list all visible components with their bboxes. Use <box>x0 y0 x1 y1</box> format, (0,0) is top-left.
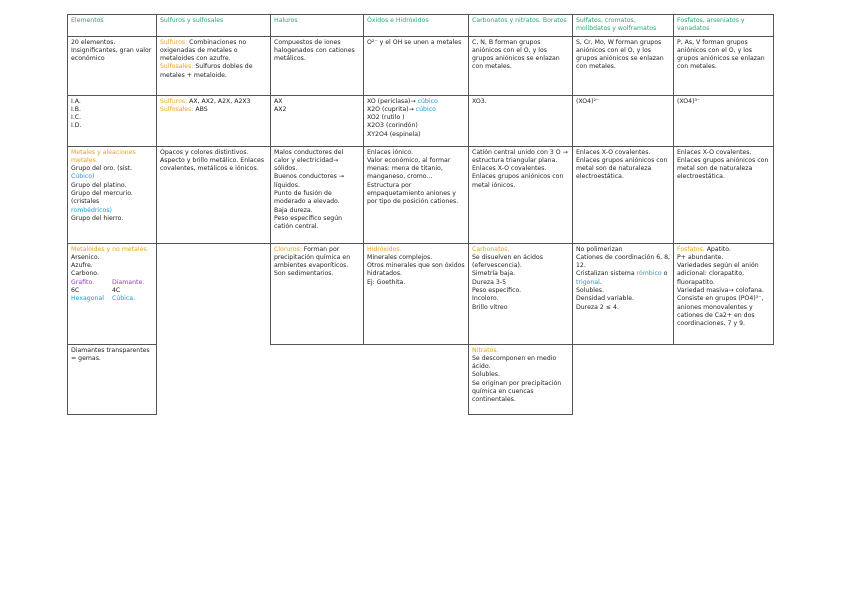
list-item: XY2O4 (espinela) <box>367 130 421 138</box>
list-item: Grupo del mercurio. <box>71 190 133 198</box>
list-item: Cúbico) <box>71 173 95 181</box>
cloruros-label: Cloruros: <box>274 245 302 253</box>
list-item: P+ abundante. <box>677 253 724 261</box>
cell-haluros: Compuestos de iones halogenados con cationes metálicos. <box>271 36 364 95</box>
list-item: I.B. <box>71 105 82 113</box>
list-item: Grupo del platino. <box>71 181 127 189</box>
cloruros-text: Forman por precipitación química en ambientes evaporíticos. Son sedimentarios. <box>274 245 351 278</box>
fosfatos-label: Fosfatos. <box>677 245 705 253</box>
list-item: Cationes de coordinación 6, 8, 12. <box>576 253 670 270</box>
cell-elementos <box>68 243 157 344</box>
list-item: Enlaces iónico. <box>367 148 413 156</box>
hidroxidos-label: Hidróxidos. <box>367 245 402 253</box>
cell-haluros <box>271 95 364 146</box>
cell-fosfatos <box>674 146 774 243</box>
apatito-text: Apatito. <box>706 245 731 253</box>
section-title: Metaloides y no metales. <box>71 245 149 253</box>
cell-empty <box>271 344 364 414</box>
cell-carbonatos <box>469 344 573 414</box>
period-text: . <box>599 278 602 286</box>
cell-sulfatos <box>573 146 674 243</box>
list-item: Azufre. <box>71 262 93 270</box>
cell-sulfuros <box>157 36 271 95</box>
trigonal-text: trigonal <box>576 278 600 286</box>
table-row <box>68 36 774 95</box>
cell-elementos <box>68 146 157 243</box>
list-item: Otros minerales que son óxidos hidratados. <box>367 262 465 278</box>
cell-carbonatos <box>469 243 573 344</box>
list-item: Densidad variable. <box>576 295 634 303</box>
cell-oxidos <box>364 243 469 344</box>
list-item: Dureza 2 ≤ 4. <box>576 303 619 311</box>
list-item: Simetría baja. <box>472 270 516 278</box>
list-item: Ej: Goethita. <box>367 278 406 286</box>
grafito-block <box>71 279 112 304</box>
list-item: Grupo del hierro. <box>71 214 124 222</box>
table-row <box>68 344 774 414</box>
list-item: Solubles. <box>472 371 500 379</box>
diamantes-text: Diamantes transparentes = gemas. <box>71 346 150 362</box>
table-row <box>68 243 774 344</box>
list-item: Se descomponen en medio ácido. <box>472 354 557 371</box>
list-item: Valor económico, al formar menas: mena de titanio, manganeso, cromo… <box>367 156 451 181</box>
header-fosfatos: Fosfatos, arseniatos y vanadatos <box>674 15 774 37</box>
sulfuros-text: Combinaciones no oxigenadas de metales o metaloides con azufre. <box>160 38 247 63</box>
list-item: Consiste en grupos (PO4)³⁻, aniones monovalentes y cationes de Ca2+ en dos coordinaciones, 7 y 9. <box>677 295 764 328</box>
list-item: Malos conductores del calor y electricidad→ sólidos. <box>274 148 344 173</box>
list-item: No polimerizan <box>576 245 623 253</box>
list-item: I.A. <box>71 97 81 105</box>
section-title: Metales y aleaciones metales. <box>71 148 136 164</box>
list-item <box>677 246 770 254</box>
list-item: Baja dureza. <box>274 206 313 214</box>
sistema-text: Cristalizan sistema <box>576 270 637 278</box>
diamante-system: Cúbica. <box>112 295 136 303</box>
header-oxidos: Óxidos e Hidróxidos <box>364 15 469 37</box>
table-row <box>68 146 774 243</box>
nitratos-label: Nitratos. <box>472 346 499 354</box>
minerals-table <box>67 14 774 415</box>
list-item: AX2 <box>274 105 287 113</box>
cell-oxidos <box>364 146 469 243</box>
list-item: (cristales <box>71 198 100 206</box>
sulfosales-text: Sulfuros dobles de metales + metaloide. <box>160 63 253 79</box>
cell-empty <box>573 344 674 414</box>
cell-oxidos <box>364 95 469 146</box>
cell-empty <box>674 344 774 414</box>
header-carbonatos: Carbonatos y nitratos. Boratos <box>469 15 573 37</box>
grafito-name: Grafito. <box>71 278 95 286</box>
cell-haluros <box>271 146 364 243</box>
carbonatos-label: Carbonatos. <box>472 245 510 253</box>
sulfuros-text: AX, AX2, A2X, A2X3 <box>189 97 251 105</box>
cell-sulfuros-empty <box>157 243 271 344</box>
list-item: Peso específico. <box>472 287 522 295</box>
o-text: o <box>661 270 668 278</box>
list-item: Se originan por precipitación química en cuencas continentales. <box>472 379 562 404</box>
cell-sulfatos <box>573 243 674 344</box>
list-item: Enlaces grupos aniónicos con metal son de naturaleza electroestática. <box>576 156 668 181</box>
grafito-system: Hexagonal <box>71 295 104 303</box>
oxide-formula: X2O (cuprita)→ <box>367 105 416 113</box>
cell-carbonatos: C, N, B forman grupos aniónicos con el O, y los grupos aniónicos se enlazan con metales. <box>469 36 573 95</box>
list-item: Minerales complejos. <box>367 253 433 261</box>
diamante-block <box>112 279 153 304</box>
header-sulfatos: Sulfatos, cromatos, molibdatos y wolframatos <box>573 15 674 37</box>
cell-elementos <box>68 344 157 414</box>
list-item: Brillo vítreo <box>472 303 508 311</box>
table-row <box>68 95 774 146</box>
cell-empty <box>157 344 271 414</box>
list-item: Grupo del oro. (sist. <box>71 165 133 173</box>
header-elementos: Elementos <box>68 15 157 37</box>
cell-empty <box>364 344 469 414</box>
cell-fosfatos: P, As, V forman grupos aniónicos con el O, y los grupos aniónicos se enlazan con metales. <box>674 36 774 95</box>
list-item: Buenos conductores → líquidos. <box>274 173 345 189</box>
header-row <box>68 15 774 37</box>
sulfosales-label: Sulfosales: <box>160 105 194 113</box>
list-item: AX <box>274 97 283 105</box>
allotropes <box>71 279 153 304</box>
diamante-name: Diamante. <box>112 278 145 286</box>
cell-carbonatos <box>469 146 573 243</box>
sulfuros-label: Sulfuros: <box>160 38 188 46</box>
list-item <box>576 270 670 287</box>
list-item: XO2 (rutilo ) <box>367 114 405 122</box>
list-item: Peso específico según catión central. <box>274 214 343 231</box>
list-item: Estructura por empaquetamiento aniones y por tipo de posición cationes. <box>367 181 459 206</box>
oxide-formula: XO (periclasa)→ <box>367 97 418 105</box>
list-item: Enlaces X-O covalentes. <box>576 148 651 156</box>
list-item: X2O3 (corindón) <box>367 122 418 130</box>
cell-haluros <box>271 243 364 344</box>
list-item: Arsenico. <box>71 253 100 261</box>
rombico-text: rómbico <box>636 270 662 278</box>
list-item <box>367 98 465 106</box>
list-item: Se disuelven en ácidos (efervescencia). <box>472 253 543 270</box>
cell-oxidos: O²⁻ y el OH se unen a metales <box>364 36 469 95</box>
header-haluros: Haluros <box>271 15 364 37</box>
cell-fosfatos <box>674 243 774 344</box>
list-item: rombédricos) <box>71 206 112 214</box>
list-item: Enlaces grupos aniónicos con metal son de naturaleza electroestática. <box>677 156 769 181</box>
list-item <box>367 106 465 114</box>
list-item: Carbono. <box>71 270 99 278</box>
cell-sulfuros <box>157 95 271 146</box>
sulfosales-text: ABS <box>195 105 208 113</box>
header-sulfuros: Sulfuros y sulfosales <box>157 15 271 37</box>
list-item: Dureza 3-5 <box>472 278 507 286</box>
list-item: Variedad masiva→ colofana. <box>677 287 764 295</box>
list-item: Enlaces grupos aniónicos con metal iónicos. <box>472 173 564 189</box>
list-item: Variedades según el anión adicional: clorapatito, fluorapatito. <box>677 262 759 286</box>
list-item: Punto de fusión de moderado a elevado. <box>274 190 340 206</box>
crystal-system: cúbico <box>417 97 438 105</box>
list-item: Catión central unido con 3 O → estructura triangular plana. <box>472 148 568 164</box>
cell-elementos <box>68 95 157 146</box>
cell-sulfuros: Opacos y colores distintivos. Aspecto y brillo metálico. Enlaces covalentes, metálicos e iónicos. <box>157 146 271 243</box>
diamante-formula: 4C <box>112 287 121 295</box>
cell-sulfatos: S, Cr, Mo, W forman grupos aniónicos con el O, y los grupos aniónicos se enlazan con metales. <box>573 36 674 95</box>
cell-elementos: 20 elementos. Insignificantes, gran valor económico <box>68 36 157 95</box>
list-item: I.C. <box>71 114 82 122</box>
cell-carbonatos: XO3. <box>469 95 573 146</box>
cell-sulfatos: (XO4)²⁻ <box>573 95 674 146</box>
list-item: I.D. <box>71 122 82 130</box>
grafito-formula: 6C <box>71 287 80 295</box>
crystal-system: cúbico <box>415 105 436 113</box>
cell-fosfatos: (XO4)³⁻ <box>674 95 774 146</box>
list-item: Enlaces X-O covalentes. <box>677 148 752 156</box>
sulfosales-label: Sulfosales: <box>160 63 194 71</box>
sulfuros-label: Sulfuros: <box>160 97 188 105</box>
list-item: Enlaces X-O covalentes. <box>472 165 547 173</box>
list-item: Solubles. <box>576 287 604 295</box>
list-item: Incoloro. <box>472 295 499 303</box>
